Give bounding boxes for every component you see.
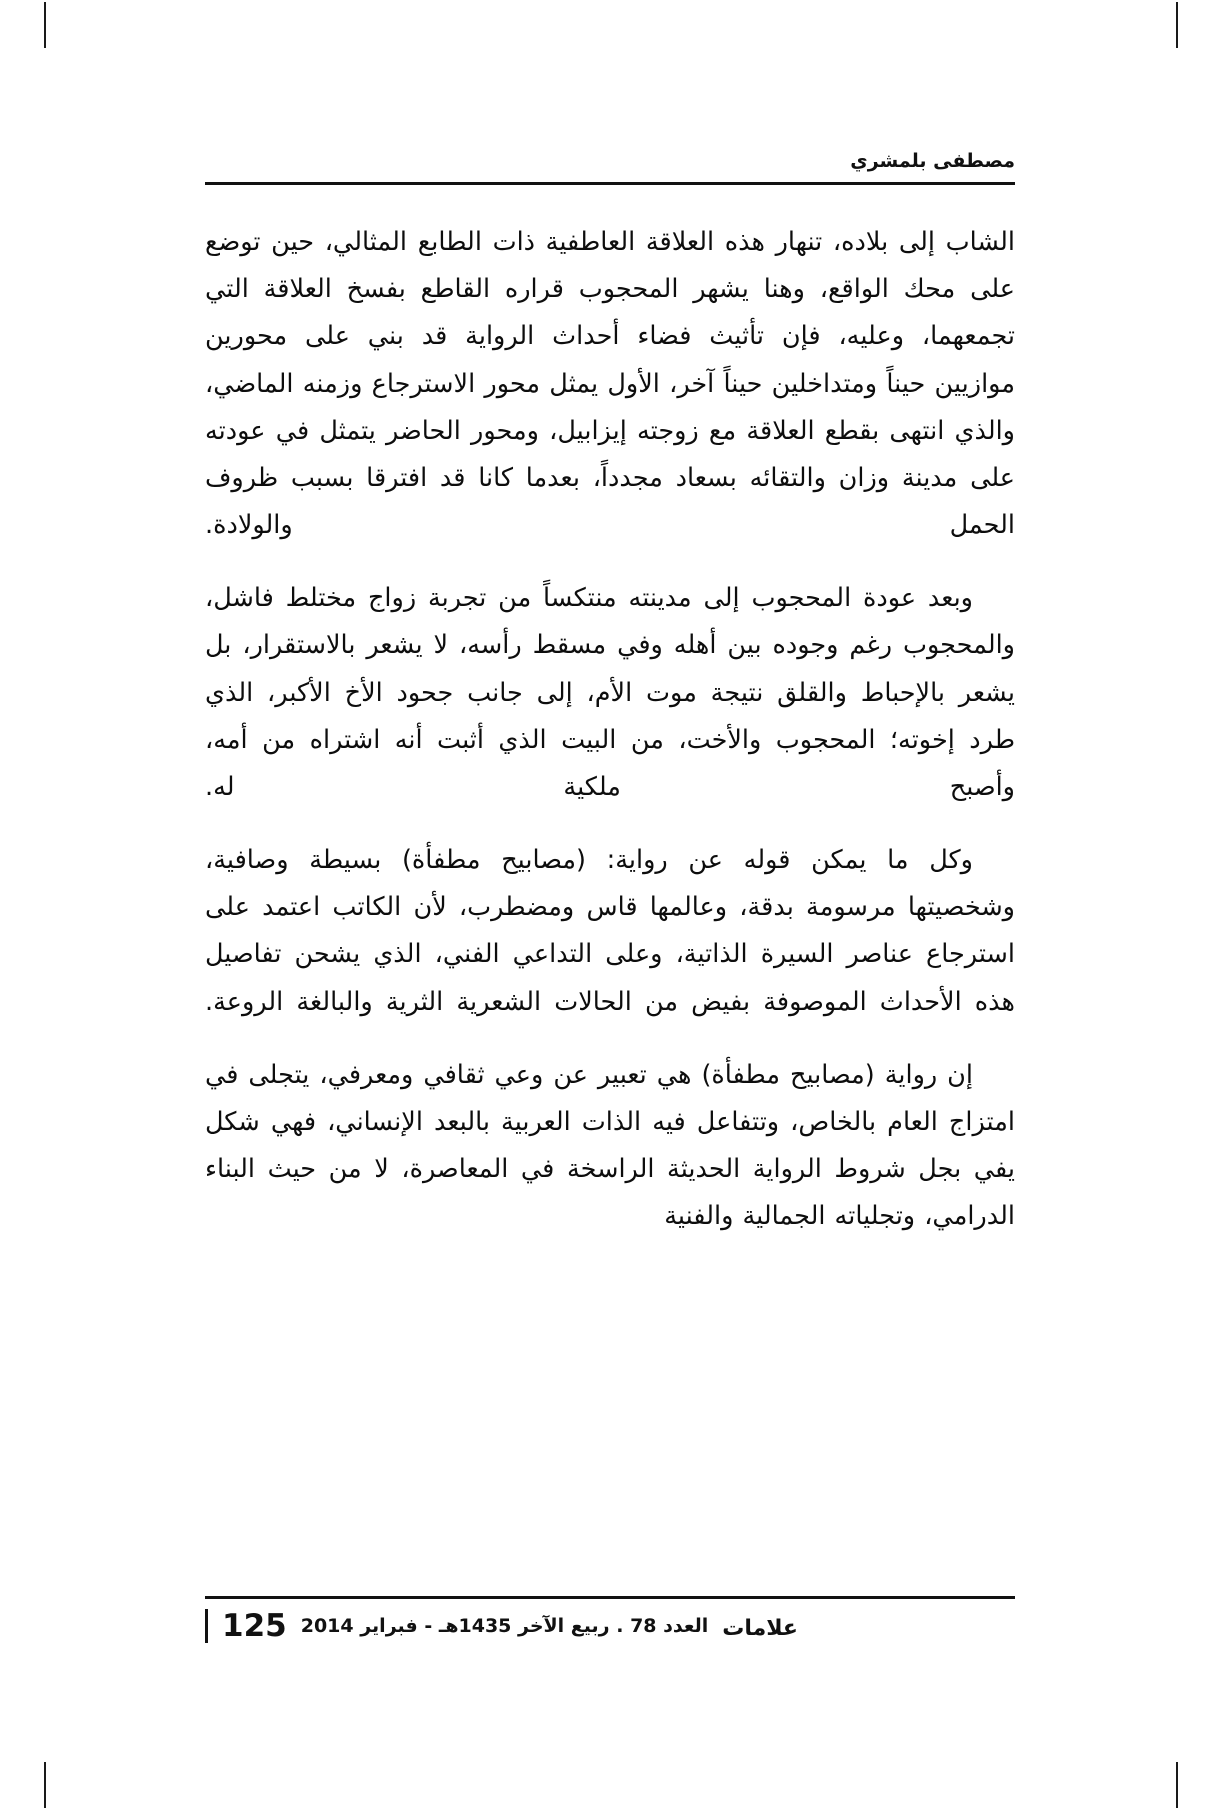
page-number: 125 xyxy=(205,1609,301,1643)
journal-logo: علامات xyxy=(722,1615,798,1641)
crop-mark-icon xyxy=(44,2,46,48)
paragraph: وبعد عودة المحجوب إلى مدينته منتكساً من تجربة زواج مختلط فاشل، والمحجوب رغم وجوده بين أهله وفي مسقط رأسه، لا يشعر بالاستقرار، بل يشعر بالإحباط والقلق نتيجة موت الأم، إلى جانب جحود الأخ الأكبر، الذي طرد إخوته؛ المحجوب والأخت، من البيت الذي أثبت أنه اشتراه من أمه، وأصبح ملكية له. xyxy=(205,583,1015,802)
page-footer xyxy=(205,1596,1015,1643)
crop-mark-icon xyxy=(44,1762,46,1808)
running-head: مصطفى بلمشري xyxy=(850,150,1015,172)
header-divider xyxy=(205,182,1015,185)
footer-divider xyxy=(205,1596,1015,1599)
paragraph: الشاب إلى بلاده، تنهار هذه العلاقة العاطفية ذات الطابع المثالي، حين توضع على محك الواقع، وهنا يشهر المحجوب قراره القاطع بفسخ العلاقة التي تجمعهما، وعليه، فإن تأثيث فضاء أحداث الرواية قد بني على محورين موازيين حيناً ومتداخلين حيناً آخر، الأول يمثل محور الاسترجاع وزمنه الماضي، والذي انتهى بقطع العلاقة مع زوجته إيزابيل، ومحور الحاضر يتمثل في عودته على مدينة وزان والتقائه بسعاد مجدداً، بعدما كانا قد افترقا بسبب ظروف الحمل والولادة. xyxy=(205,227,1015,541)
page-content xyxy=(205,150,1015,1266)
crop-mark-icon xyxy=(1176,1762,1178,1808)
paragraph: وكل ما يمكن قوله عن رواية: (مصابيح مطفأة) بسيطة وصافية، وشخصيتها مرسومة بدقة، وعالمها قاس ومضطرب، لأن الكاتب اعتمد على استرجاع عناصر السيرة الذاتية، وعلى التداعي الفني، الذي يشحن تفاصيل هذه الأحداث الموصوفة بفيض من الحالات الشعرية الثرية والبالغة الروعة. xyxy=(205,845,1015,1017)
body-text xyxy=(205,219,1015,1240)
crop-mark-icon xyxy=(1176,2,1178,48)
paragraph: إن رواية (مصابيح مطفأة) هي تعبير عن وعي ثقافي ومعرفي، يتجلى في امتزاج العام بالخاص، وتتفاعل فيه الذات العربية بالبعد الإنساني، فهي شكل يفي بجل شروط الرواية الحديثة الراسخة في المعاصرة، لا من حيث البناء الدرامي، وتجلياته الجمالية والفنية xyxy=(205,1059,1015,1232)
issue-info: العدد 78 . ربيع الآخر 1435هـ - فبراير 2014 xyxy=(300,1615,709,1638)
